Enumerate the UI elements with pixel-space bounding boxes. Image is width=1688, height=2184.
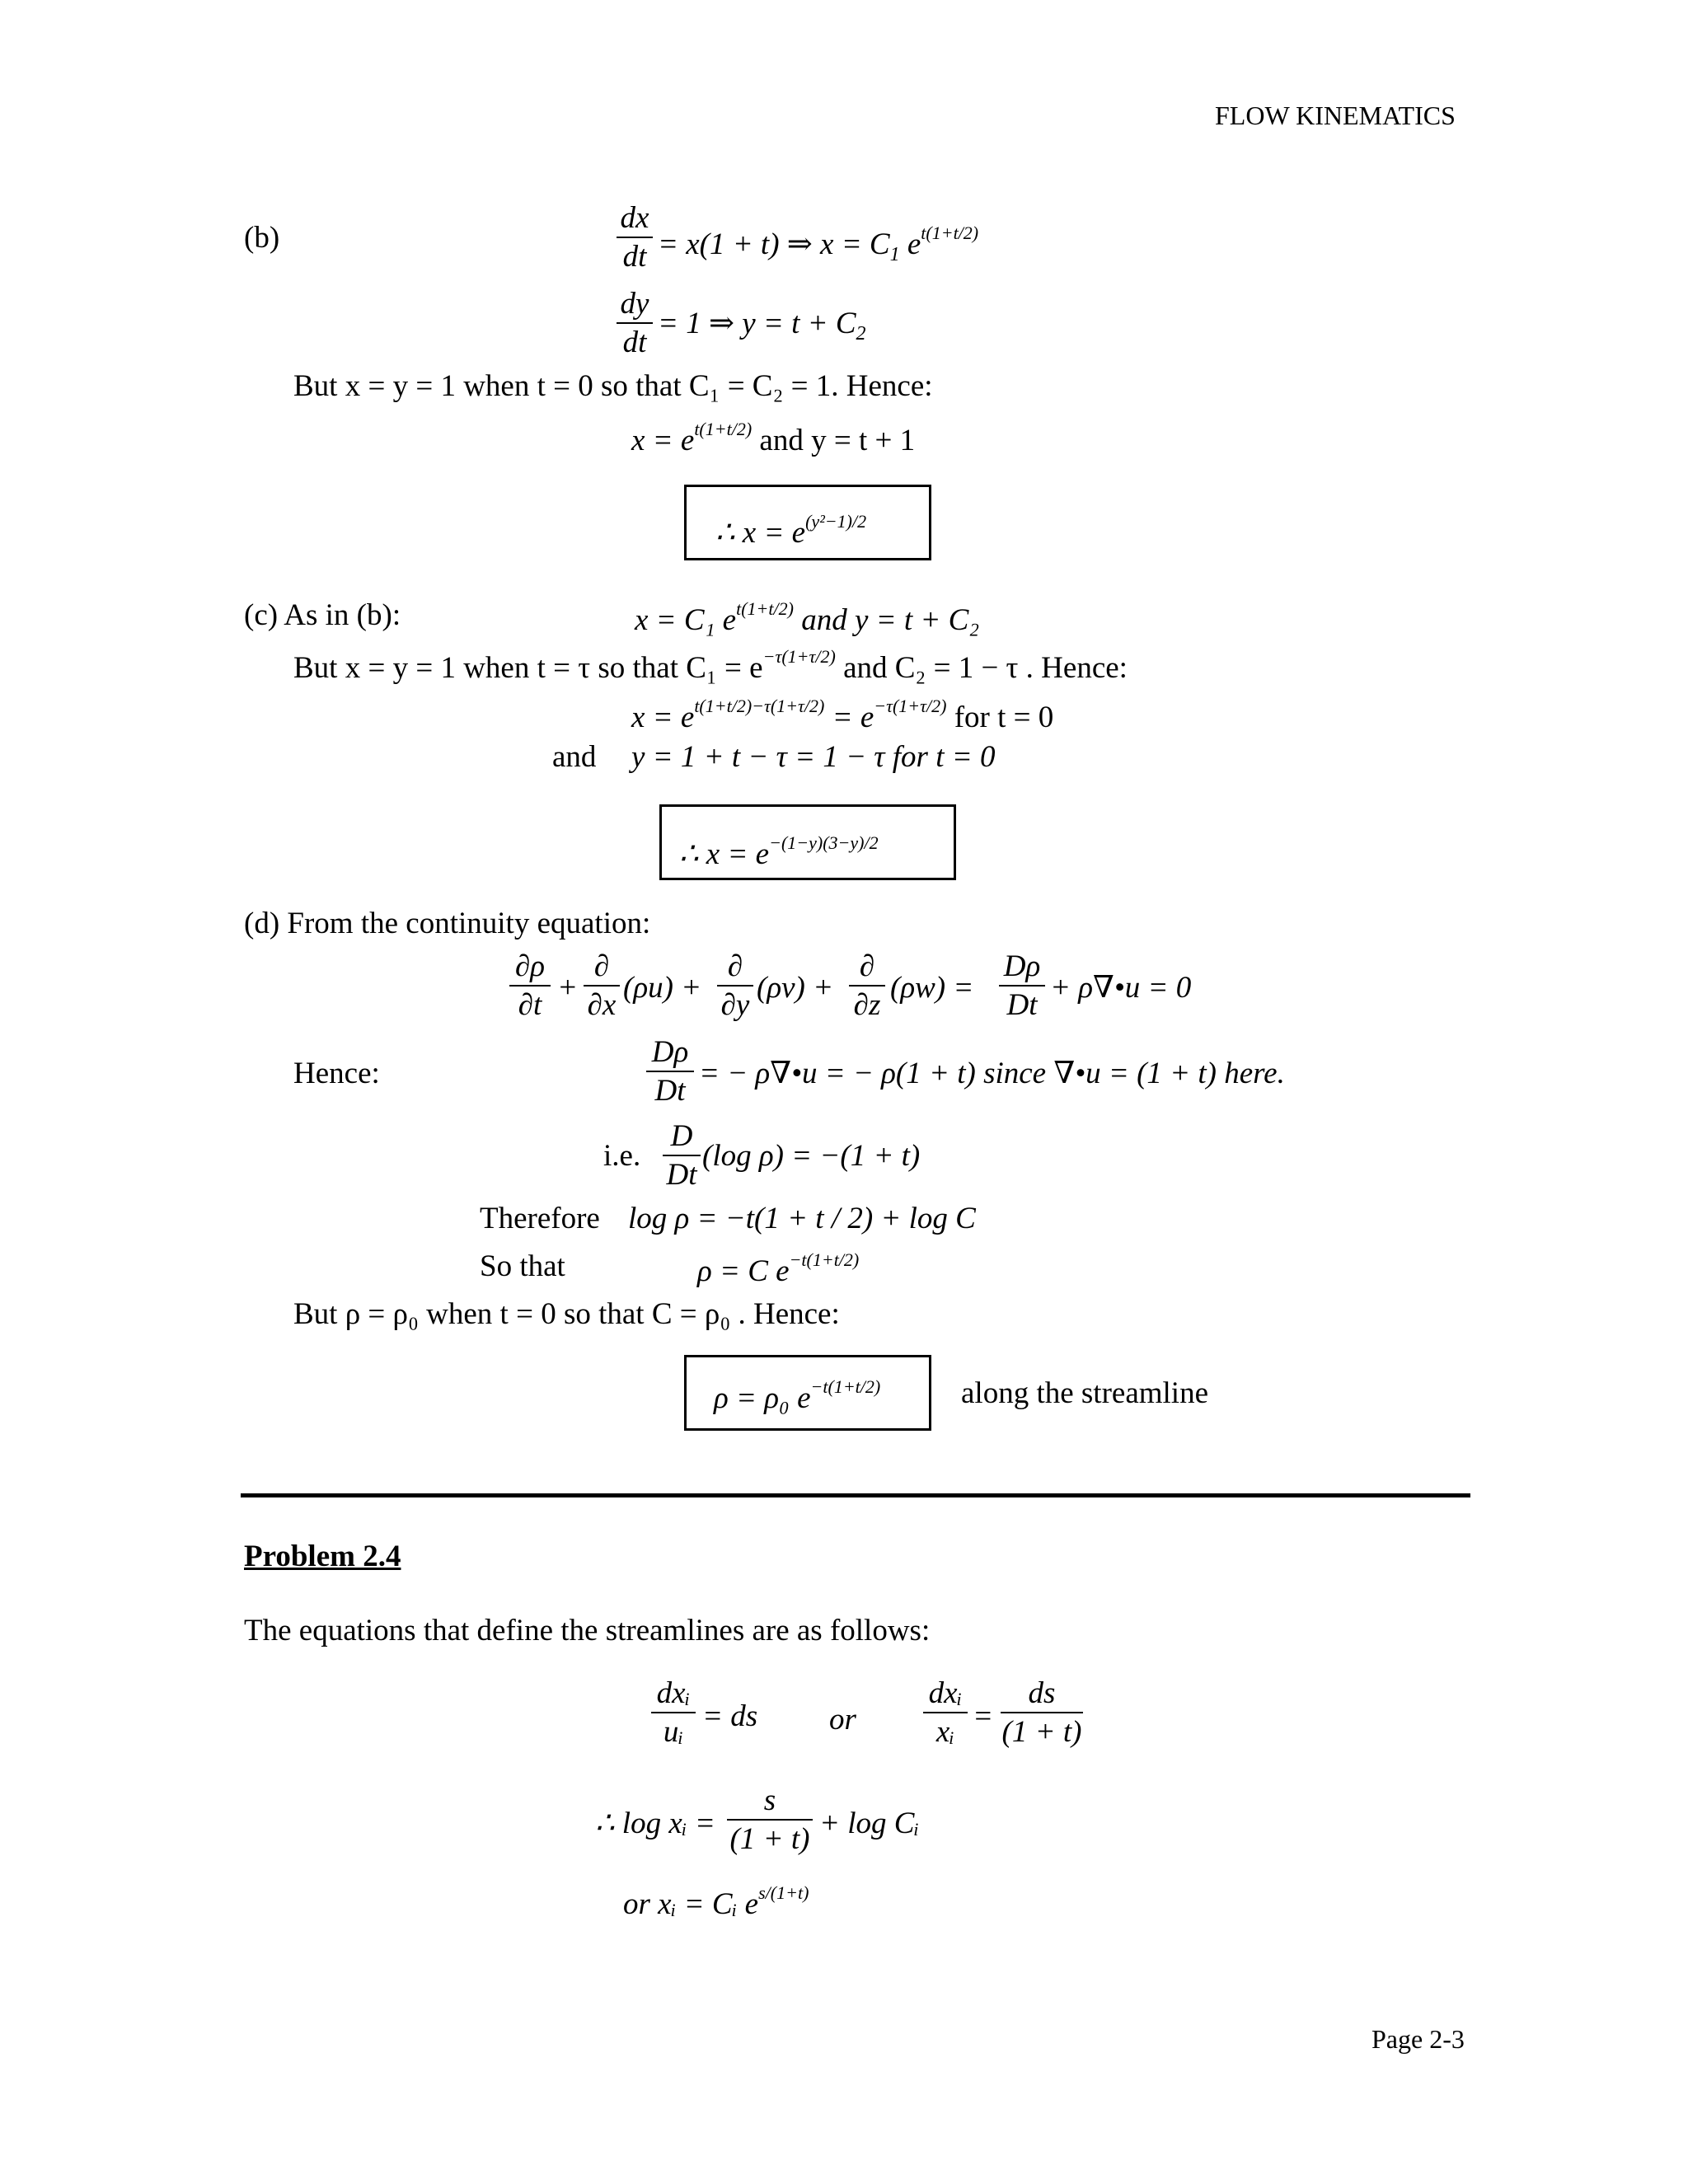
part-c-text: But x = y = 1 when t = τ so that $C_1 = e^{-\tau(1+\tau/2)}$ and C₂ = 1 − τ . Hence: xyxy=(293,646,1128,685)
part-d-text: But ρ = ρ₀ when t = 0 so that C = ρ₀ . Hence: xyxy=(293,1297,840,1331)
stream-frac-2: dxᵢ xᵢ xyxy=(923,1678,968,1747)
page-number: Page 2-3 xyxy=(1372,2024,1465,2054)
result-d: ρ = ρ₀ $e^{-t(1+t/2)}$ xyxy=(714,1376,881,1415)
log-eq-fraction: s (1 + t) xyxy=(727,1785,813,1854)
problem-heading: Problem 2.4 xyxy=(244,1540,401,1573)
cont-plus-1: + xyxy=(557,971,578,1005)
eq-b1-rhs: = x(1 + t) ⇒ $x = C_1$ $e^{t(1+t/2)}$ xyxy=(658,223,979,265)
eq-b2-rhs: = 1 ⇒ $y = t + C_2$ xyxy=(658,307,866,344)
eq-d-ie-rhs: (log ρ) = −(1 + t) xyxy=(702,1139,921,1173)
eq-d-therefore: log ρ = −t(1 + t / 2) + log C xyxy=(628,1202,976,1235)
stream-frac-3: ds (1 + t) xyxy=(1001,1676,1082,1749)
or-label: or xyxy=(829,1703,856,1736)
stream-frac-1: dxᵢ uᵢ xyxy=(651,1678,696,1747)
log-eq-rhs: + log Cᵢ xyxy=(819,1807,920,1840)
eq-b2-fraction xyxy=(617,288,653,358)
problem-intro: The equations that define the streamlines are as follows: xyxy=(244,1614,931,1647)
part-c-label: (c) As in (b): xyxy=(244,598,401,632)
cont-frac-3: ∂ ∂y xyxy=(717,951,753,1020)
cont-frac-5: Dρ Dt xyxy=(999,951,1045,1020)
cont-frac-4: ∂ ∂z xyxy=(849,951,885,1020)
result-d-note: along the streamline xyxy=(961,1376,1209,1410)
eq-b1-fraction xyxy=(617,203,653,272)
hence-label: Hence: xyxy=(293,1057,380,1090)
result-c: ∴ $x = e^{-(1-y)(3-y)/2}$ xyxy=(679,832,879,871)
stream-eq-1-rhs: = ds xyxy=(702,1699,758,1733)
cont-frac-2: ∂ ∂x xyxy=(584,951,620,1020)
final-eq: or xᵢ = Cᵢ $e^{s/(1+t)}$ xyxy=(623,1882,809,1921)
part-b-text: But x = y = 1 when t = 0 so that C₁ = C₂ = 1. Hence: xyxy=(293,369,933,403)
part-b-label: (b) xyxy=(244,221,280,255)
cont-frac-1: ∂ρ ∂t xyxy=(509,951,551,1020)
eq-d-hence-rhs: = − ρ∇•u = − ρ(1 + t) since ∇•u = (1 + t) here. xyxy=(699,1057,1285,1090)
eq-b2-denominator: dt xyxy=(622,326,647,359)
running-title: FLOW KINEMATICS xyxy=(1215,101,1456,130)
cont-term-v: (ρv) + xyxy=(757,971,834,1005)
cont-term-w: (ρw) = xyxy=(890,971,974,1005)
eq-c2: $x = e^{t(1+t/2)-\tau(1+\tau/2)} = e^{-\tau(1+\tau/2)}$ for t = 0 xyxy=(631,696,1054,734)
eq-c3: y = 1 + t − τ = 1 − τ for t = 0 xyxy=(631,740,996,774)
eq-d-ie-fraction: D Dt xyxy=(663,1121,701,1190)
result-b: ∴ $x = e^{(y^2-1)/2}$ xyxy=(715,511,867,550)
eq-b3: $x = e^{t(1+t/2)}$ and y = t + 1 xyxy=(631,419,916,457)
eq-b1-numerator: dx xyxy=(620,201,649,235)
sothat-label: So that xyxy=(480,1249,565,1283)
stream-eq-2-equals: = xyxy=(973,1699,993,1733)
and-label: and xyxy=(552,740,597,774)
part-d-label: (d) From the continuity equation: xyxy=(244,907,651,940)
cont-tail: + ρ∇•u = 0 xyxy=(1050,971,1192,1005)
eq-b1-denominator: dt xyxy=(622,240,647,274)
section-divider xyxy=(241,1493,1470,1497)
cont-term-u: (ρu) + xyxy=(623,971,702,1005)
therefore-label: Therefore xyxy=(480,1202,600,1235)
eq-b2-numerator: dy xyxy=(620,287,649,321)
log-eq-lhs: ∴ log xᵢ = xyxy=(595,1807,715,1840)
ie-label: i.e. xyxy=(603,1139,641,1173)
eq-d-hence-fraction: Dρ Dt xyxy=(646,1037,694,1106)
eq-d-sothat: ρ = C $e^{-t(1+t/2)}$ xyxy=(697,1249,860,1288)
eq-c1: x = C₁ $e^{t(1+t/2)}$ and y = t + C₂ xyxy=(635,598,980,637)
